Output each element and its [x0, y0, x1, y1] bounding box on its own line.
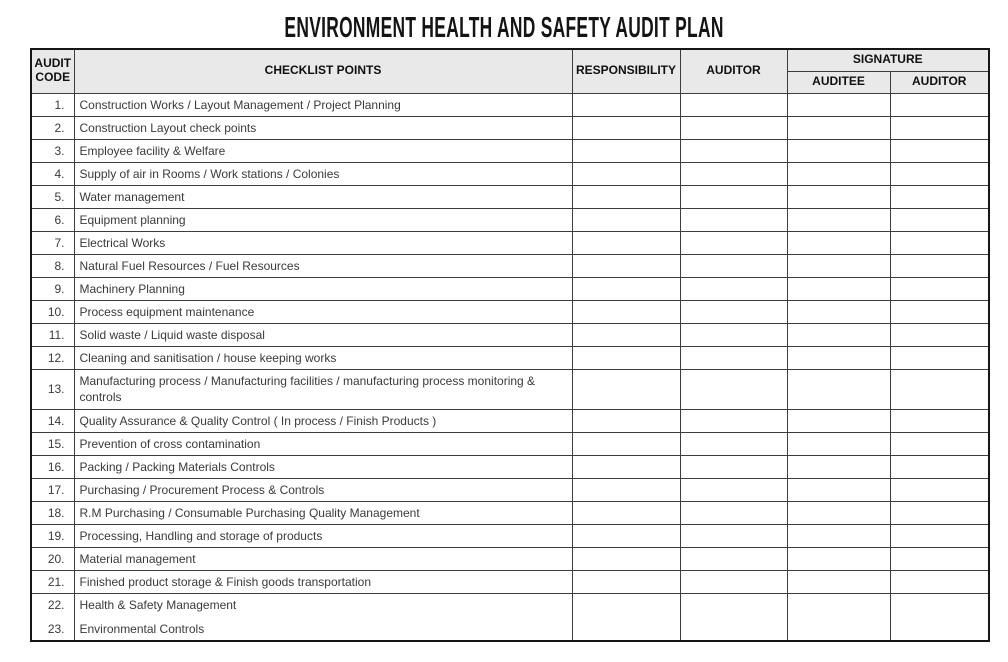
checklist-point-cell: Manufacturing process / Manufacturing facilities / manufacturing process monitoring & controls: [74, 369, 572, 409]
audit-code-cell: 11.: [31, 323, 74, 346]
auditor-cell: [680, 93, 787, 116]
table-header: [31, 49, 989, 93]
auditor-signature-cell: [890, 570, 989, 593]
auditee-signature-cell: [787, 208, 890, 231]
audit-code-cell: 21.: [31, 570, 74, 593]
audit-plan-table: [30, 48, 990, 642]
audit-code-cell: 12.: [31, 346, 74, 369]
auditor-signature-cell: [890, 409, 989, 432]
table-row: [31, 300, 989, 323]
auditor-cell: [680, 617, 787, 641]
checklist-point-cell: Construction Works / Layout Management / Project Planning: [74, 93, 572, 116]
checklist-point-cell: Finished product storage & Finish goods transportation: [74, 570, 572, 593]
responsibility-cell: [572, 478, 680, 501]
responsibility-cell: [572, 116, 680, 139]
auditor-signature-cell: [890, 323, 989, 346]
page-title: [0, 12, 1008, 45]
responsibility-cell: [572, 617, 680, 641]
table-row: [31, 432, 989, 455]
responsibility-cell: [572, 547, 680, 570]
auditor-cell: [680, 455, 787, 478]
header-signature-auditee: AUDITEE: [787, 71, 890, 93]
header-auditor: AUDITOR: [680, 49, 787, 93]
responsibility-cell: [572, 593, 680, 617]
audit-code-cell: 1.: [31, 93, 74, 116]
auditor-signature-cell: [890, 208, 989, 231]
auditor-signature-cell: [890, 300, 989, 323]
auditee-signature-cell: [787, 139, 890, 162]
auditor-signature-cell: [890, 478, 989, 501]
auditor-cell: [680, 369, 787, 409]
auditor-signature-cell: [890, 432, 989, 455]
table-row: [31, 116, 989, 139]
table-row: [31, 455, 989, 478]
audit-code-cell: 9.: [31, 277, 74, 300]
auditor-signature-cell: [890, 254, 989, 277]
checklist-point-cell: Employee facility & Welfare: [74, 139, 572, 162]
audit-code-cell: 18.: [31, 501, 74, 524]
audit-code-cell: 20.: [31, 547, 74, 570]
audit-table-body: [31, 93, 989, 641]
checklist-point-cell: Cleaning and sanitisation / house keeping works: [74, 346, 572, 369]
audit-code-cell: 14.: [31, 409, 74, 432]
auditor-signature-cell: [890, 501, 989, 524]
table-row: [31, 208, 989, 231]
checklist-point-cell: Natural Fuel Resources / Fuel Resources: [74, 254, 572, 277]
auditee-signature-cell: [787, 524, 890, 547]
auditor-cell: [680, 593, 787, 617]
auditor-signature-cell: [890, 593, 989, 617]
auditor-cell: [680, 208, 787, 231]
audit-code-cell: 10.: [31, 300, 74, 323]
auditor-cell: [680, 116, 787, 139]
responsibility-cell: [572, 346, 680, 369]
auditee-signature-cell: [787, 432, 890, 455]
checklist-point-cell: Machinery Planning: [74, 277, 572, 300]
auditee-signature-cell: [787, 593, 890, 617]
auditor-cell: [680, 524, 787, 547]
auditee-signature-cell: [787, 93, 890, 116]
auditee-signature-cell: [787, 455, 890, 478]
table-row: [31, 570, 989, 593]
audit-code-cell: 8.: [31, 254, 74, 277]
audit-code-cell: 17.: [31, 478, 74, 501]
table-row: [31, 547, 989, 570]
auditor-signature-cell: [890, 139, 989, 162]
auditor-cell: [680, 162, 787, 185]
checklist-point-cell: Material management: [74, 547, 572, 570]
audit-code-cell: 16.: [31, 455, 74, 478]
audit-code-cell: 19.: [31, 524, 74, 547]
checklist-point-cell: Water management: [74, 185, 572, 208]
table-row: [31, 617, 989, 641]
auditor-signature-cell: [890, 116, 989, 139]
table-row: [31, 162, 989, 185]
responsibility-cell: [572, 455, 680, 478]
table-row: [31, 409, 989, 432]
auditor-signature-cell: [890, 185, 989, 208]
auditor-signature-cell: [890, 617, 989, 641]
checklist-point-cell: Electrical Works: [74, 231, 572, 254]
table-row: [31, 139, 989, 162]
header-audit-code: AUDIT CODE: [31, 49, 74, 93]
table-row: [31, 369, 989, 409]
table-row: [31, 93, 989, 116]
auditee-signature-cell: [787, 185, 890, 208]
responsibility-cell: [572, 501, 680, 524]
header-checklist-points: CHECKLIST POINTS: [74, 49, 572, 93]
responsibility-cell: [572, 208, 680, 231]
auditee-signature-cell: [787, 277, 890, 300]
auditor-cell: [680, 570, 787, 593]
responsibility-cell: [572, 409, 680, 432]
auditor-signature-cell: [890, 346, 989, 369]
table-row: [31, 593, 989, 617]
audit-code-cell: 2.: [31, 116, 74, 139]
auditee-signature-cell: [787, 409, 890, 432]
audit-code-cell: 3.: [31, 139, 74, 162]
table-row: [31, 277, 989, 300]
auditor-cell: [680, 300, 787, 323]
responsibility-cell: [572, 524, 680, 547]
auditee-signature-cell: [787, 254, 890, 277]
checklist-point-cell: Packing / Packing Materials Controls: [74, 455, 572, 478]
auditor-signature-cell: [890, 455, 989, 478]
auditee-signature-cell: [787, 617, 890, 641]
audit-code-cell: 23.: [31, 617, 74, 641]
responsibility-cell: [572, 139, 680, 162]
auditor-signature-cell: [890, 231, 989, 254]
checklist-point-cell: Processing, Handling and storage of products: [74, 524, 572, 547]
responsibility-cell: [572, 369, 680, 409]
responsibility-cell: [572, 185, 680, 208]
auditee-signature-cell: [787, 300, 890, 323]
responsibility-cell: [572, 162, 680, 185]
responsibility-cell: [572, 93, 680, 116]
responsibility-cell: [572, 432, 680, 455]
auditor-cell: [680, 346, 787, 369]
auditor-cell: [680, 478, 787, 501]
auditee-signature-cell: [787, 162, 890, 185]
auditor-cell: [680, 323, 787, 346]
checklist-point-cell: Process equipment maintenance: [74, 300, 572, 323]
audit-code-cell: 7.: [31, 231, 74, 254]
header-signature-auditor: AUDITOR: [890, 71, 989, 93]
auditor-cell: [680, 277, 787, 300]
checklist-point-cell: Supply of air in Rooms / Work stations / Colonies: [74, 162, 572, 185]
checklist-point-cell: Prevention of cross contamination: [74, 432, 572, 455]
checklist-point-cell: Construction Layout check points: [74, 116, 572, 139]
checklist-point-cell: Solid waste / Liquid waste disposal: [74, 323, 572, 346]
table-row: [31, 254, 989, 277]
checklist-point-cell: Health & Safety Management: [74, 593, 572, 617]
checklist-point-cell: R.M Purchasing / Consumable Purchasing Quality Management: [74, 501, 572, 524]
audit-code-cell: 22.: [31, 593, 74, 617]
audit-code-cell: 5.: [31, 185, 74, 208]
header-responsibility: RESPONSIBILITY: [572, 49, 680, 93]
page-title-text: ENVIRONMENT HEALTH AND SAFETY AUDIT PLAN: [284, 12, 724, 44]
auditee-signature-cell: [787, 478, 890, 501]
auditor-cell: [680, 501, 787, 524]
responsibility-cell: [572, 570, 680, 593]
auditor-cell: [680, 139, 787, 162]
auditor-cell: [680, 231, 787, 254]
auditor-cell: [680, 254, 787, 277]
auditor-signature-cell: [890, 162, 989, 185]
responsibility-cell: [572, 277, 680, 300]
table-row: [31, 185, 989, 208]
auditor-cell: [680, 547, 787, 570]
responsibility-cell: [572, 323, 680, 346]
auditee-signature-cell: [787, 369, 890, 409]
table-row: [31, 323, 989, 346]
auditee-signature-cell: [787, 570, 890, 593]
auditor-cell: [680, 185, 787, 208]
auditee-signature-cell: [787, 501, 890, 524]
auditor-cell: [680, 432, 787, 455]
auditor-signature-cell: [890, 524, 989, 547]
header-signature: SIGNATURE: [787, 49, 989, 71]
auditor-signature-cell: [890, 547, 989, 570]
auditee-signature-cell: [787, 323, 890, 346]
auditee-signature-cell: [787, 116, 890, 139]
table-row: [31, 231, 989, 254]
checklist-point-cell: Purchasing / Procurement Process & Controls: [74, 478, 572, 501]
auditor-signature-cell: [890, 277, 989, 300]
audit-code-cell: 4.: [31, 162, 74, 185]
auditor-signature-cell: [890, 369, 989, 409]
table-row: [31, 524, 989, 547]
table-row: [31, 346, 989, 369]
table-row: [31, 501, 989, 524]
audit-code-cell: 15.: [31, 432, 74, 455]
auditee-signature-cell: [787, 231, 890, 254]
table-row: [31, 478, 989, 501]
auditee-signature-cell: [787, 547, 890, 570]
auditor-cell: [680, 409, 787, 432]
responsibility-cell: [572, 300, 680, 323]
checklist-point-cell: Quality Assurance & Quality Control ( In process / Finish Products ): [74, 409, 572, 432]
responsibility-cell: [572, 231, 680, 254]
audit-code-cell: 6.: [31, 208, 74, 231]
audit-code-cell: 13.: [31, 369, 74, 409]
auditee-signature-cell: [787, 346, 890, 369]
responsibility-cell: [572, 254, 680, 277]
auditor-signature-cell: [890, 93, 989, 116]
checklist-point-cell: Equipment planning: [74, 208, 572, 231]
checklist-point-cell: Environmental Controls: [74, 617, 572, 641]
